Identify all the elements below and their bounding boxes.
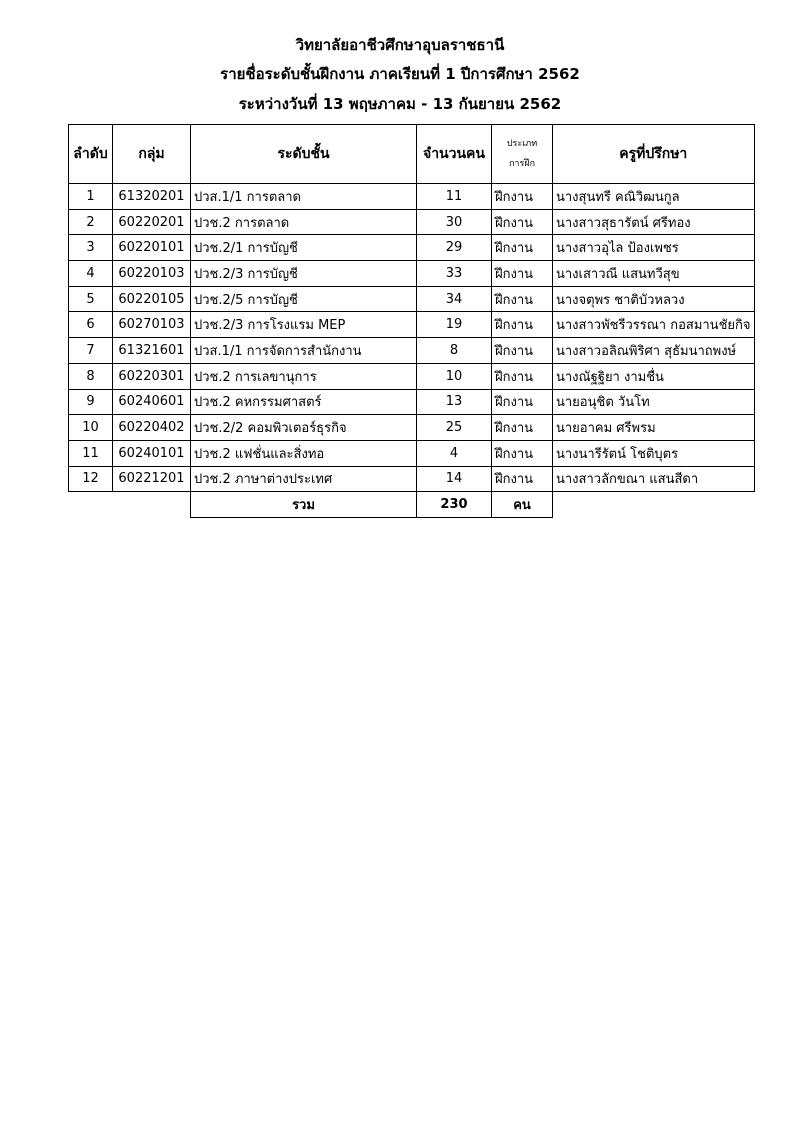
cell-type: ฝึกงาน (492, 415, 553, 441)
cell-type: ฝึกงาน (492, 261, 553, 287)
table-row (69, 184, 755, 210)
cell-type: ฝึกงาน (492, 312, 553, 338)
cell-advisor: นางสาวลักขณา แสนสีดา (553, 466, 755, 492)
cell-level: ปวช.2 การตลาด (191, 209, 417, 235)
cell-count: 11 (417, 184, 492, 210)
cell-group: 60220301 (113, 363, 191, 389)
internship-table (68, 124, 755, 518)
cell-group: 60220402 (113, 415, 191, 441)
cell-count: 10 (417, 363, 492, 389)
cell-no: 10 (69, 415, 113, 441)
cell-level: ปวช.2 การเลขานุการ (191, 363, 417, 389)
cell-advisor: นางสาวอุไล ป้องเพชร (553, 235, 755, 261)
table-row (69, 286, 755, 312)
total-count: 230 (417, 492, 492, 518)
cell-level: ปวช.2/3 การบัญชี (191, 261, 417, 287)
cell-level: ปวช.2/1 การบัญชี (191, 235, 417, 261)
cell-type: ฝึกงาน (492, 209, 553, 235)
cell-advisor: นางณัฐฐิยา งามชื่น (553, 363, 755, 389)
cell-no: 11 (69, 440, 113, 466)
cell-advisor: นายอนุชิต วันโท (553, 389, 755, 415)
cell-advisor: นางเสาวณี แสนทวีสุข (553, 261, 755, 287)
cell-advisor: นางนารีรัตน์ โชติบุตร (553, 440, 755, 466)
cell-group: 60220103 (113, 261, 191, 287)
table-row (69, 466, 755, 492)
cell-count: 19 (417, 312, 492, 338)
cell-no: 2 (69, 209, 113, 235)
cell-no: 12 (69, 466, 113, 492)
cell-no: 1 (69, 184, 113, 210)
cell-type: ฝึกงาน (492, 286, 553, 312)
cell-no: 6 (69, 312, 113, 338)
cell-type: ฝึกงาน (492, 440, 553, 466)
table-row (69, 261, 755, 287)
column-header-group: กลุ่ม (113, 125, 191, 184)
cell-advisor: นางสาวอลิณพิริศา สุธัมนาถพงษ์ (553, 338, 755, 364)
column-header-type-line1: ประเภท (506, 139, 538, 149)
table-row (69, 440, 755, 466)
cell-type: ฝึกงาน (492, 389, 553, 415)
cell-count: 4 (417, 440, 492, 466)
table-row (69, 389, 755, 415)
cell-count: 29 (417, 235, 492, 261)
date-range: ระหว่างวันที่ 13 พฤษภาคม - 13 กันยายน 2562 (238, 95, 562, 113)
cell-no: 7 (69, 338, 113, 364)
table-row (69, 363, 755, 389)
cell-advisor: นายอาคม ศรีพรม (553, 415, 755, 441)
table-row (69, 338, 755, 364)
column-header-type (492, 125, 553, 184)
total-unit: คน (492, 492, 553, 518)
cell-group: 60270103 (113, 312, 191, 338)
cell-group: 60240601 (113, 389, 191, 415)
table-row (69, 415, 755, 441)
table-row (69, 312, 755, 338)
total-label: รวม (191, 492, 417, 518)
document-title: รายชื่อระดับชั้นฝึกงาน ภาคเรียนที่ 1 ปีการศึกษา 2562 (220, 65, 580, 83)
table-row (69, 209, 755, 235)
cell-count: 30 (417, 209, 492, 235)
column-header-level: ระดับชั้น (191, 125, 417, 184)
column-header-type-line2: การฝึก (508, 159, 536, 169)
cell-advisor: นางสาวพัชรีวรรณา กอสมานชัยกิจ (553, 312, 755, 338)
cell-level: ปวช.2 คหกรรมศาสตร์ (191, 389, 417, 415)
cell-count: 33 (417, 261, 492, 287)
total-row (69, 492, 755, 518)
cell-no: 4 (69, 261, 113, 287)
cell-count: 25 (417, 415, 492, 441)
cell-type: ฝึกงาน (492, 338, 553, 364)
cell-group: 60220201 (113, 209, 191, 235)
cell-group: 61320201 (113, 184, 191, 210)
cell-type: ฝึกงาน (492, 363, 553, 389)
cell-no: 5 (69, 286, 113, 312)
cell-group: 60220105 (113, 286, 191, 312)
cell-type: ฝึกงาน (492, 184, 553, 210)
cell-advisor: นางจตุพร ชาติบัวหลวง (553, 286, 755, 312)
cell-level: ปวช.2 แฟชั่นและสิ่งทอ (191, 440, 417, 466)
cell-level: ปวช.2/2 คอมพิวเตอร์ธุรกิจ (191, 415, 417, 441)
cell-count: 34 (417, 286, 492, 312)
cell-group: 60240101 (113, 440, 191, 466)
table-row (69, 235, 755, 261)
column-header-no: ลำดับ (69, 125, 113, 184)
cell-count: 13 (417, 389, 492, 415)
cell-type: ฝึกงาน (492, 235, 553, 261)
cell-level: ปวช.2/3 การโรงแรม MEP (191, 312, 417, 338)
cell-no: 9 (69, 389, 113, 415)
cell-advisor: นางสุนทรี คณิวิฒนกูล (553, 184, 755, 210)
table-header-row (69, 125, 755, 184)
cell-count: 8 (417, 338, 492, 364)
cell-level: ปวส.1/1 การตลาด (191, 184, 417, 210)
cell-level: ปวช.2/5 การบัญชี (191, 286, 417, 312)
cell-level: ปวช.2 ภาษาต่างประเทศ (191, 466, 417, 492)
cell-advisor: นางสาวสุธารัตน์ ศรีทอง (553, 209, 755, 235)
college-name: วิทยาลัยอาชีวศึกษาอุบลราชธานี (295, 36, 505, 54)
cell-group: 60220101 (113, 235, 191, 261)
cell-type: ฝึกงาน (492, 466, 553, 492)
cell-no: 8 (69, 363, 113, 389)
column-header-advisor: ครูที่ปรึกษา (553, 125, 755, 184)
cell-count: 14 (417, 466, 492, 492)
cell-no: 3 (69, 235, 113, 261)
column-header-count: จำนวนคน (417, 125, 492, 184)
cell-level: ปวส.1/1 การจัดการสำนักงาน (191, 338, 417, 364)
cell-group: 60221201 (113, 466, 191, 492)
cell-group: 61321601 (113, 338, 191, 364)
